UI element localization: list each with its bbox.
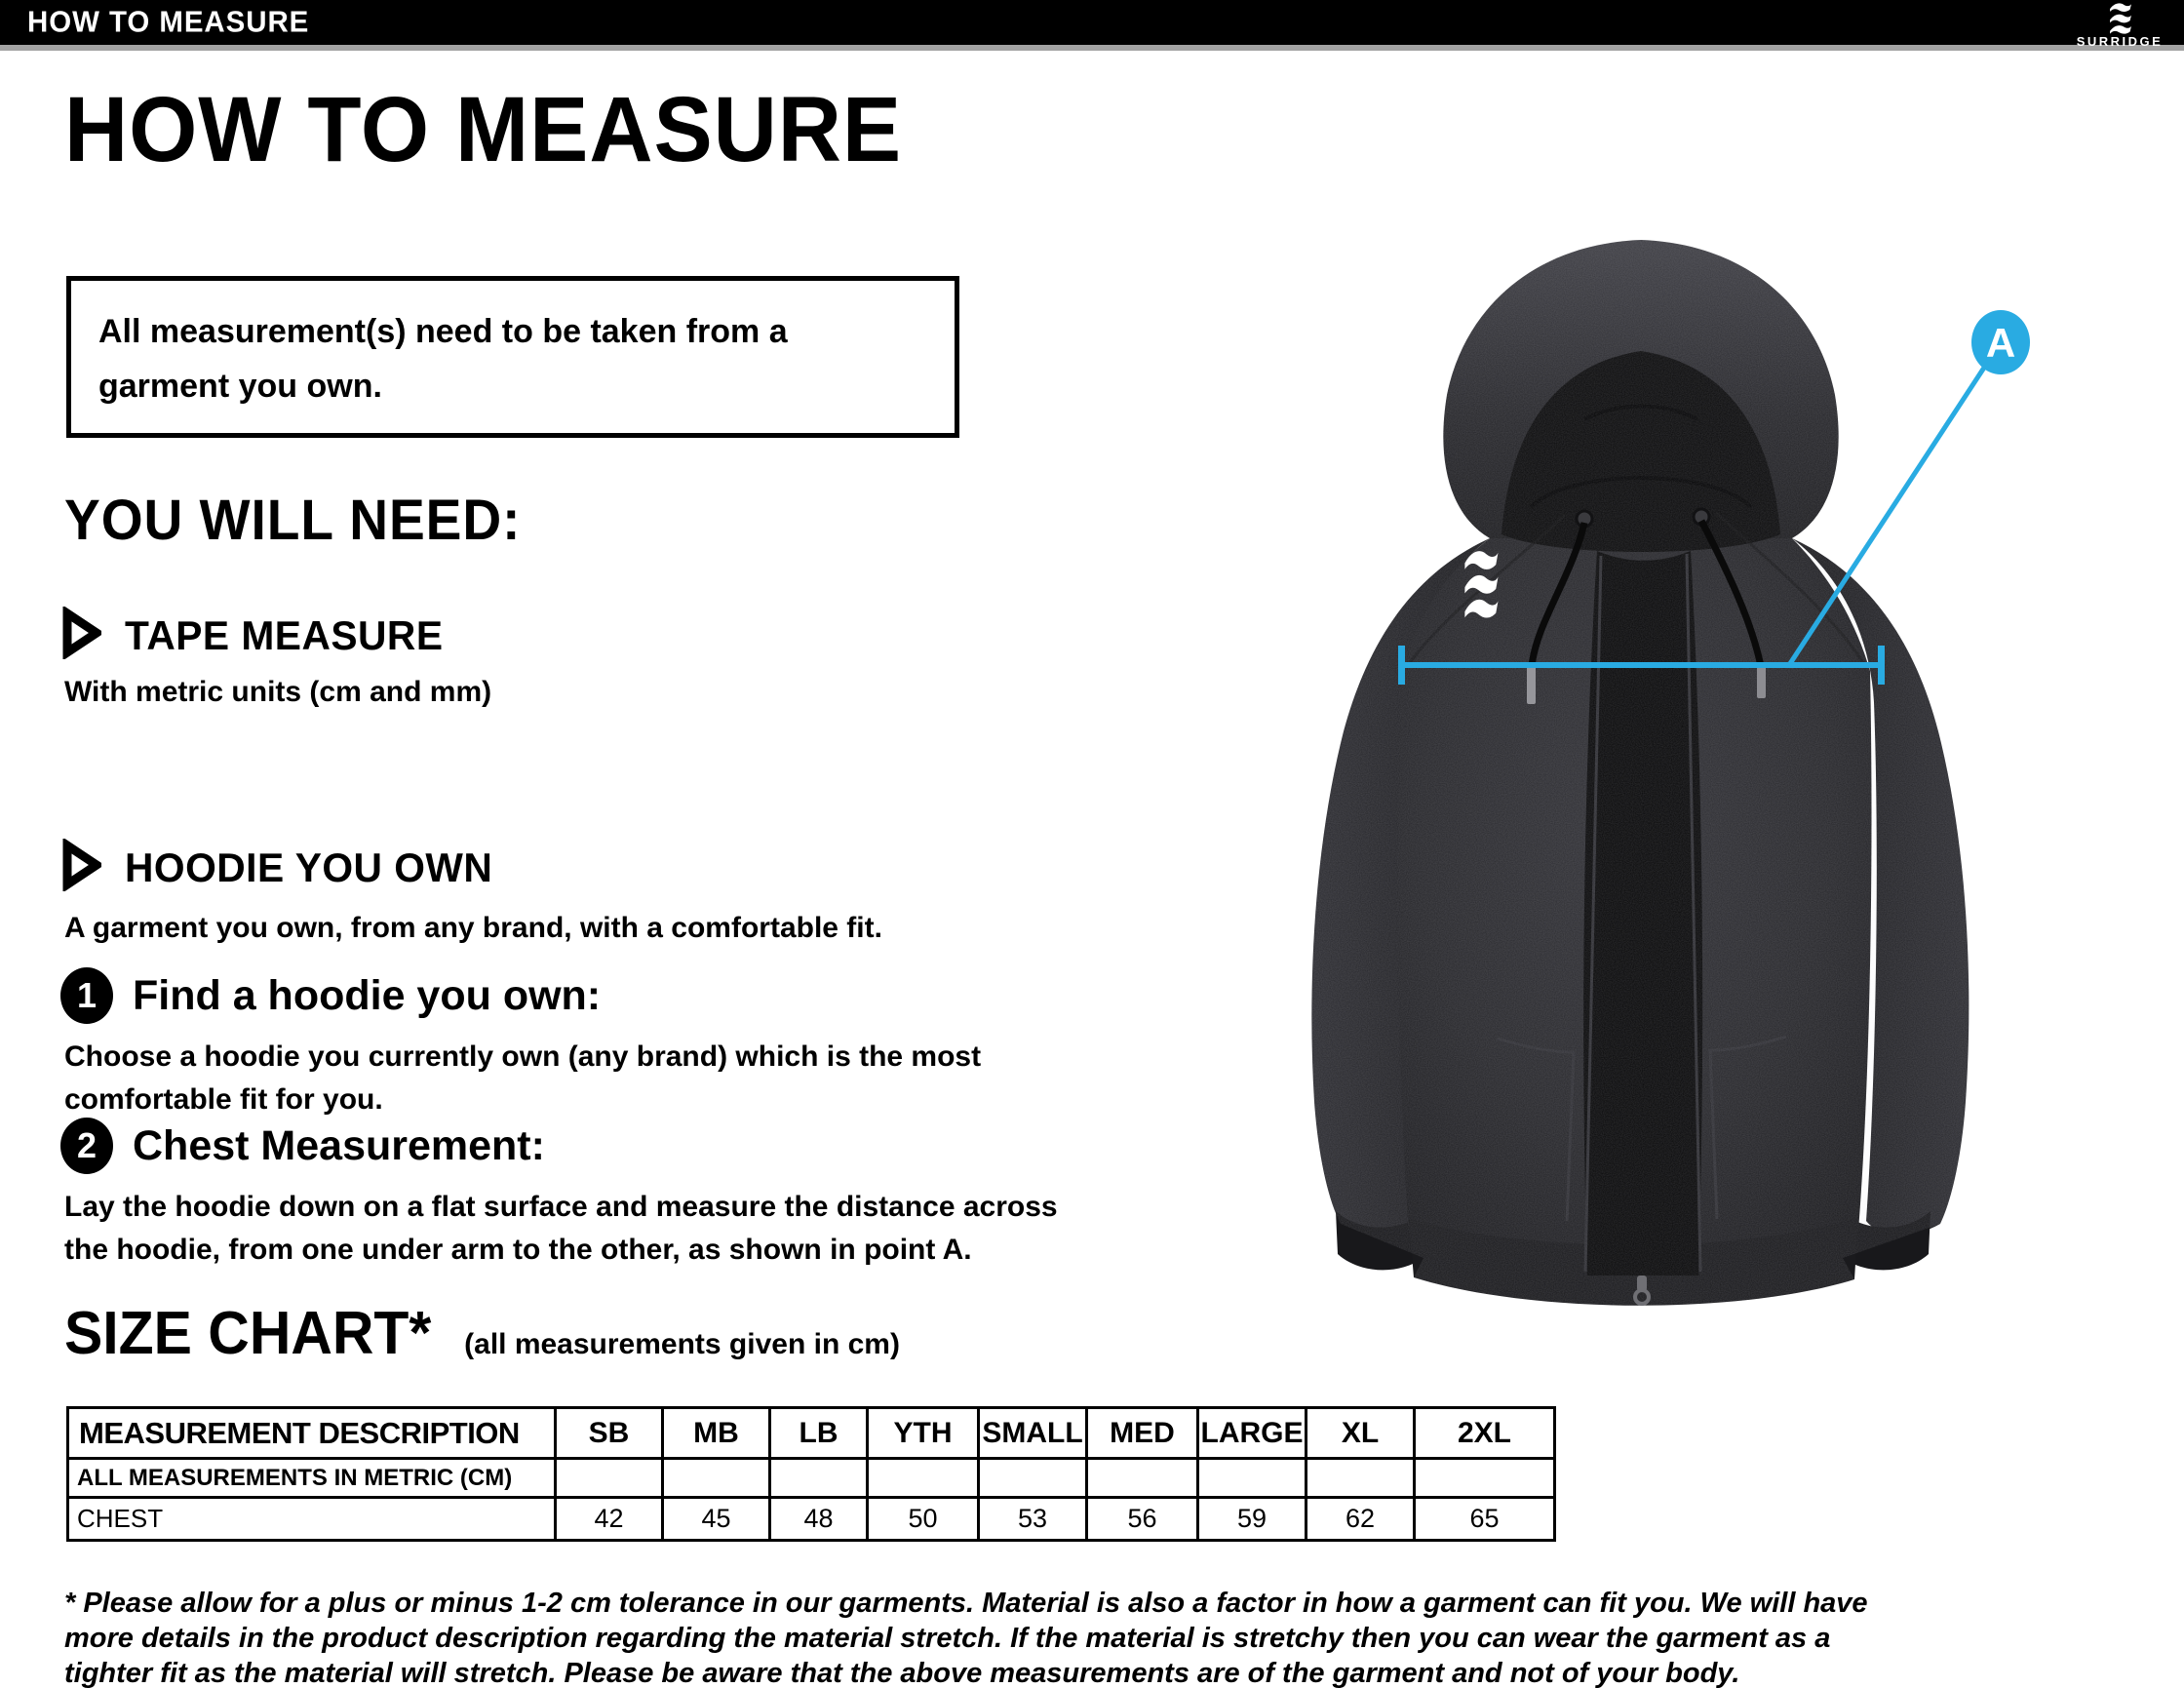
- measure-cap-right: [1878, 646, 1885, 685]
- col-header-yth: YTH: [868, 1408, 979, 1459]
- right-aglet: [1757, 665, 1766, 698]
- col-header-mb: MB: [663, 1408, 770, 1459]
- step-2-description-line-1: Lay the hoodie down on a flat surface and measure the distance across: [64, 1191, 1058, 1223]
- chest-s-logo: [1464, 551, 1498, 617]
- page-title: HOW TO MEASURE: [64, 78, 903, 181]
- table-chest-row: [68, 1498, 1555, 1541]
- top-bar: [0, 0, 2184, 51]
- step-1-description-line-2: comfortable fit for you.: [64, 1083, 383, 1116]
- step-title: Find a hoodie you own:: [133, 971, 602, 1019]
- hoodie-product-image: [1199, 176, 2067, 1326]
- notice-box: [66, 276, 959, 438]
- table-header-row: [68, 1408, 1555, 1459]
- footnote-line-2: more details in the product description regarding the material stretch. If the material is stretchy then you can wear the garment as a: [64, 1623, 1831, 1654]
- step-1-description-line-1: Choose a hoodie you currently own (any brand) which is the most: [64, 1040, 982, 1073]
- step-number-badge: 1: [60, 967, 113, 1024]
- col-header-2xl: 2XL: [1415, 1408, 1555, 1459]
- surridge-s-icon: [2069, 2, 2170, 35]
- col-header-xl: XL: [1306, 1408, 1415, 1459]
- chest-value-med: 56: [1087, 1498, 1198, 1541]
- col-header-med: MED: [1087, 1408, 1198, 1459]
- col-header-sb: SB: [556, 1408, 663, 1459]
- empty-cell: [1306, 1459, 1415, 1498]
- col-header-lb: LB: [770, 1408, 868, 1459]
- notice-line-1: All measurement(s) need to be taken from a: [98, 313, 788, 350]
- empty-cell: [770, 1459, 868, 1498]
- chest-row-label: CHEST: [68, 1498, 556, 1541]
- triangle-bullet-icon: [60, 839, 101, 896]
- step-number-badge: 2: [60, 1118, 113, 1174]
- chest-value-xl: 62: [1306, 1498, 1415, 1541]
- notice-line-2: garment you own.: [98, 368, 382, 405]
- need-item-title: TAPE MEASURE: [125, 611, 444, 658]
- empty-cell: [1198, 1459, 1306, 1498]
- empty-cell: [663, 1459, 770, 1498]
- top-bar-title: HOW TO MEASURE: [27, 4, 310, 39]
- tolerance-footnote: [64, 1586, 1868, 1688]
- point-a-label: A: [1985, 320, 2016, 366]
- left-aglet: [1527, 665, 1536, 704]
- triangle-bullet-icon: [60, 607, 101, 664]
- footnote-line-3: tighter fit as the material will stretch. Please be aware that the above measurements are of the garment and not of your body.: [64, 1658, 1740, 1688]
- col-header-description: MEASUREMENT DESCRIPTION: [68, 1408, 556, 1459]
- chest-value-yth: 50: [868, 1498, 979, 1541]
- empty-cell: [1415, 1459, 1555, 1498]
- col-header-large: LARGE: [1198, 1408, 1306, 1459]
- measure-cap-left: [1398, 646, 1405, 685]
- step-2-description: [64, 1186, 1058, 1272]
- chest-value-large: 59: [1198, 1498, 1306, 1541]
- need-item-description: With metric units (cm and mm): [64, 676, 492, 708]
- empty-cell: [556, 1459, 663, 1498]
- col-header-small: SMALL: [979, 1408, 1087, 1459]
- size-chart-heading: [64, 1299, 900, 1368]
- footnote-line-1: * Please allow for a plus or minus 1-2 cm tolerance in our garments. Material is also a factor in how a garment can fit you. We will have: [64, 1588, 1868, 1619]
- step-1-description: [64, 1036, 981, 1121]
- step-1: [60, 967, 601, 1024]
- empty-cell: [868, 1459, 979, 1498]
- size-chart-subtitle: (all measurements given in cm): [464, 1328, 900, 1360]
- table-metric-note-row: [68, 1459, 1555, 1498]
- need-item-tape-measure: [60, 607, 453, 664]
- you-will-need-heading: YOU WILL NEED:: [64, 489, 522, 552]
- step-title: Chest Measurement:: [133, 1121, 545, 1169]
- empty-cell: [1087, 1459, 1198, 1498]
- brand-logo: [2069, 2, 2170, 49]
- hoodie-illustration: [1311, 240, 1969, 1306]
- chest-value-lb: 48: [770, 1498, 868, 1541]
- metric-note-cell: ALL MEASUREMENTS IN METRIC (CM): [68, 1459, 556, 1498]
- need-item-description: A garment you own, from any brand, with a comfortable fit.: [64, 912, 882, 944]
- step-2: [60, 1118, 545, 1174]
- brand-name: SURRIDGE: [2076, 34, 2164, 49]
- need-item-hoodie: [60, 839, 504, 896]
- chest-value-mb: 45: [663, 1498, 770, 1541]
- empty-cell: [979, 1459, 1087, 1498]
- size-chart-title: SIZE CHART*: [64, 1300, 432, 1367]
- chest-value-sb: 42: [556, 1498, 663, 1541]
- chest-value-2xl: 65: [1415, 1498, 1555, 1541]
- need-item-title: HOODIE YOU OWN: [125, 844, 493, 890]
- step-2-description-line-2: the hoodie, from one under arm to the other, as shown in point A.: [64, 1234, 972, 1266]
- fabric-texture: [1311, 240, 1969, 1306]
- size-chart-table: [66, 1406, 1556, 1542]
- chest-value-small: 53: [979, 1498, 1087, 1541]
